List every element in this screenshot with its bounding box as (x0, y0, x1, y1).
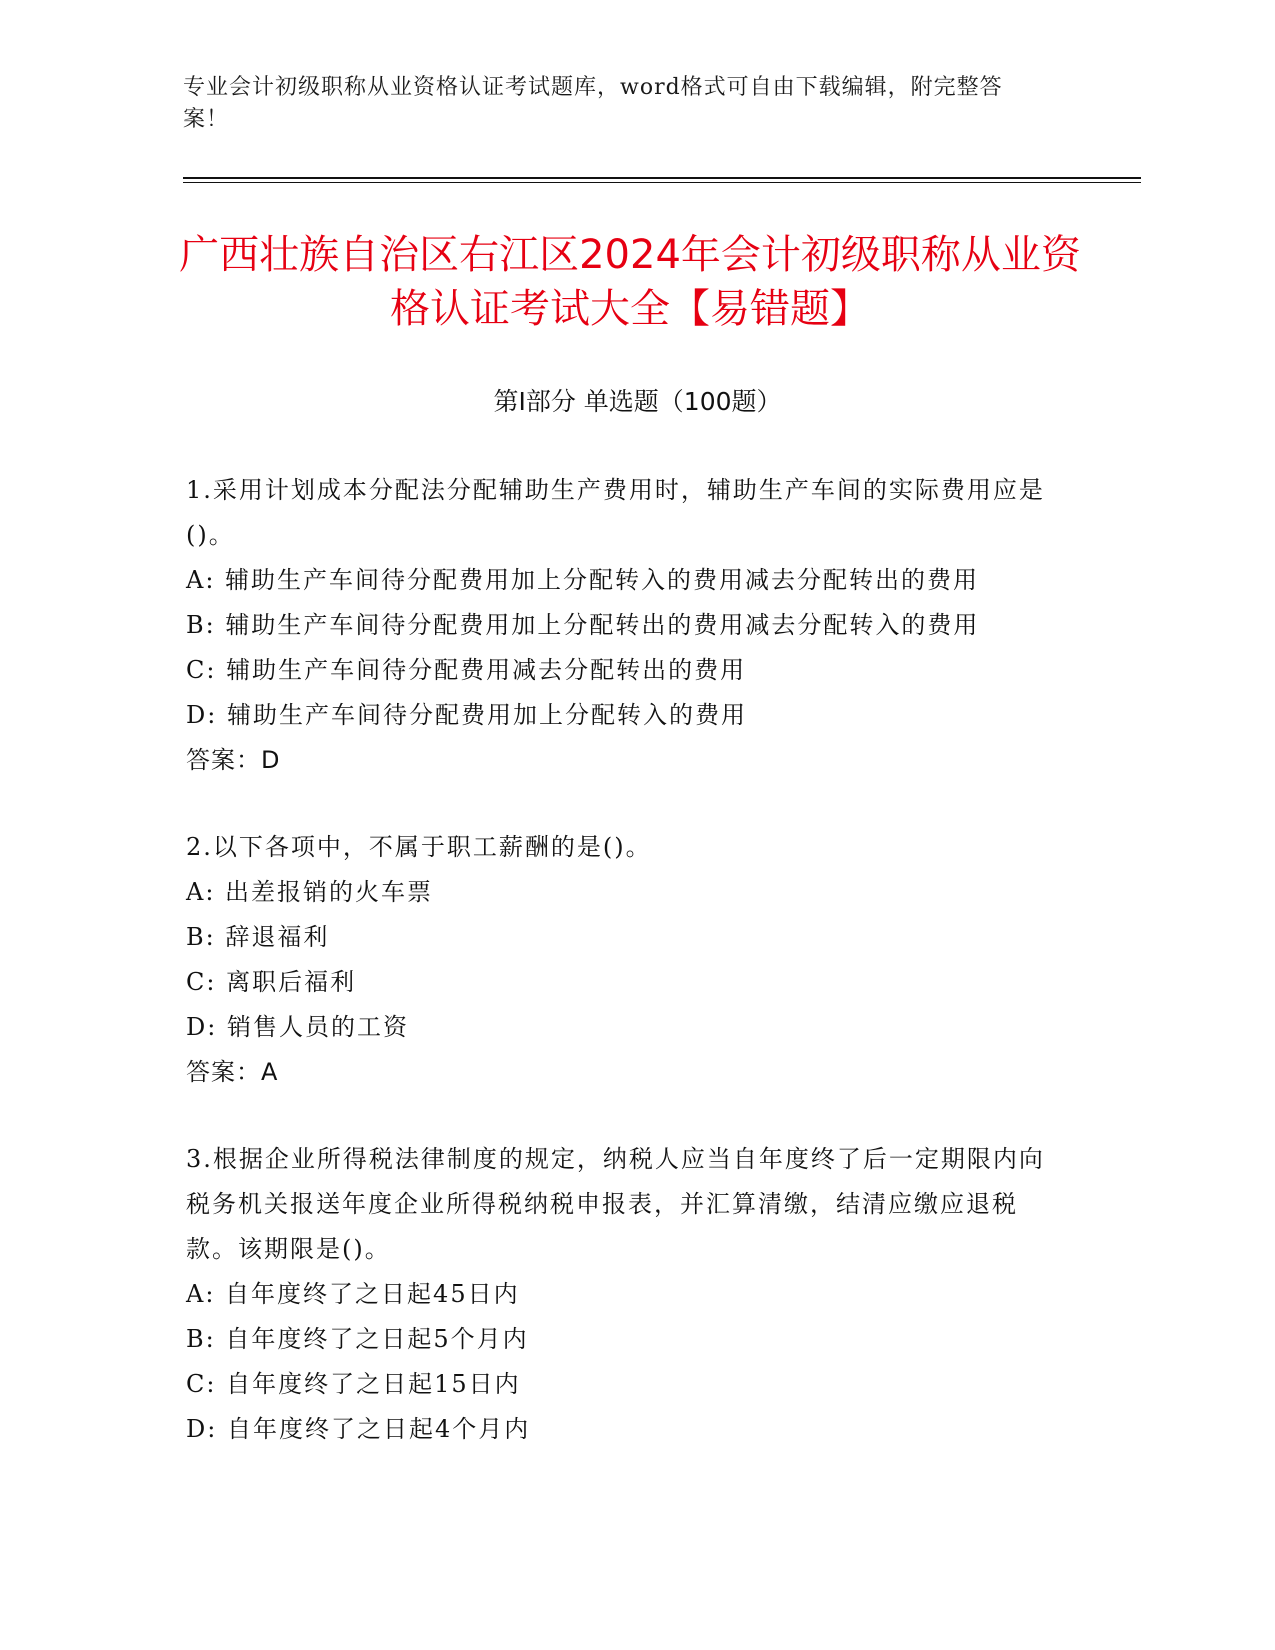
option-b: B: 辞退福利 (186, 923, 330, 951)
question-1 (186, 468, 1066, 783)
header-note: 专业会计初级职称从业资格认证考试题库，word格式可自由下载编辑，附完整答案！ (183, 75, 1003, 132)
question-2 (186, 825, 1066, 1095)
question-list (186, 468, 1066, 1494)
option-c: C: 离职后福利 (186, 968, 357, 996)
option-d: D: 辅助生产车间待分配费用加上分配转入的费用 (186, 701, 747, 729)
option-a: A: 辅助生产车间待分配费用加上分配转入的费用减去分配转出的费用 (186, 566, 980, 594)
question-3 (186, 1137, 1066, 1452)
option-a: A: 出差报销的火车票 (186, 878, 434, 906)
section-title: 第Ⅰ部分 单选题（100题） (493, 387, 782, 416)
question-stem: 2.以下各项中，不属于职工薪酬的是()。 (186, 833, 652, 861)
question-stem: 3.根据企业所得税法律制度的规定，纳税人应当自年度终了后一定期限内向税务机关报送年度企业所得税纳税申报表，并汇算清缴，结清应缴应退税款。该期限是()。 (186, 1145, 1045, 1263)
answer: 答案：A (186, 1058, 279, 1086)
option-b: B: 辅助生产车间待分配费用加上分配转出的费用减去分配转入的费用 (186, 611, 980, 639)
option-a: A: 自年度终了之日起45日内 (186, 1280, 520, 1308)
document-title: 广西壮族自治区右江区2024年会计初级职称从业资格认证考试大全【易错题】 (179, 232, 1081, 332)
answer: 答案：D (186, 746, 281, 774)
option-c: C: 辅助生产车间待分配费用减去分配转出的费用 (186, 656, 747, 684)
header-rule-thin (183, 182, 1141, 183)
question-stem: 1.采用计划成本分配法分配辅助生产费用时，辅助生产车间的实际费用应是()。 (186, 476, 1045, 549)
option-d: D: 自年度终了之日起4个月内 (186, 1415, 531, 1443)
option-b: B: 自年度终了之日起5个月内 (186, 1325, 529, 1353)
option-d: D: 销售人员的工资 (186, 1013, 409, 1041)
option-c: C: 自年度终了之日起15日内 (186, 1370, 521, 1398)
header-rule (183, 177, 1141, 179)
